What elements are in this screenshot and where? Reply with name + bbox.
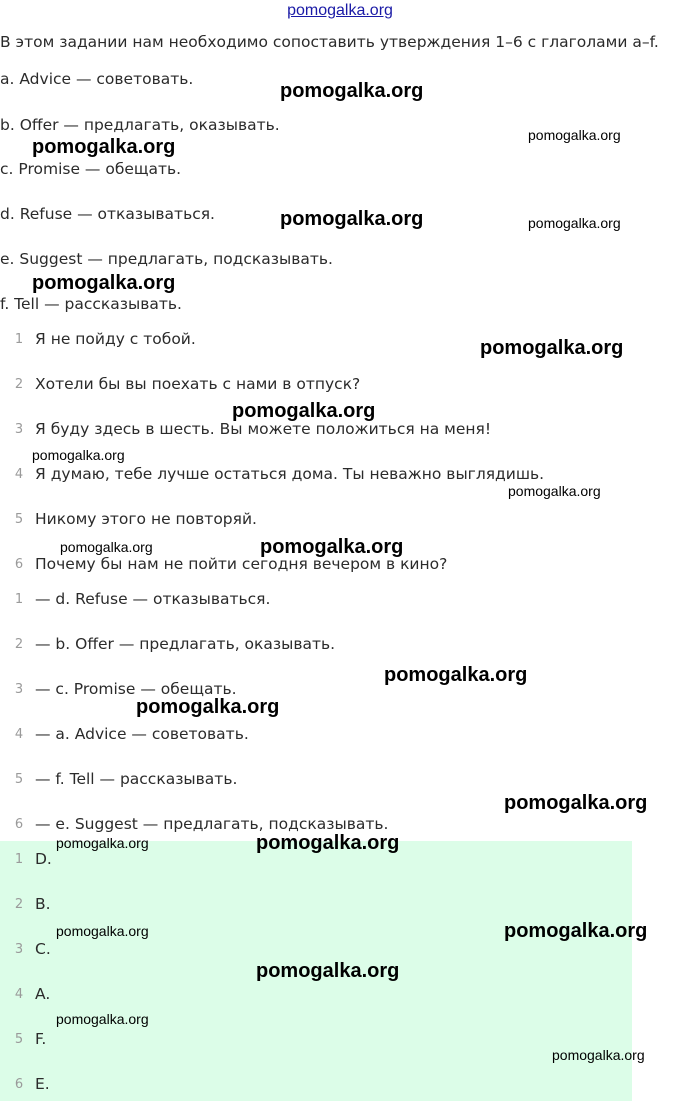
- answer-number: 3: [14, 942, 24, 957]
- answer-number: 2: [14, 897, 24, 912]
- statement-text: Я думаю, тебе лучше остаться дома. Ты неважно выглядишь.: [35, 465, 545, 483]
- watermark: pomogalka.org: [508, 483, 601, 499]
- match-number: 3: [14, 682, 24, 697]
- match-text: — e. Suggest — предлагать, подсказывать.: [35, 815, 389, 833]
- statement-number: 2: [14, 377, 24, 392]
- statement-number: 4: [14, 467, 24, 482]
- watermark: pomogalka.org: [504, 792, 648, 814]
- match-text: — a. Advice — советовать.: [35, 725, 249, 743]
- watermark: pomogalka.org: [256, 832, 400, 854]
- verb-item: a. Advice — советовать.: [0, 70, 194, 88]
- answer-text: B.: [35, 895, 51, 913]
- match-number: 1: [14, 592, 24, 607]
- watermark: pomogalka.org: [528, 127, 621, 143]
- statement-number: 5: [14, 512, 24, 527]
- verb-item: e. Suggest — предлагать, подсказывать.: [0, 250, 333, 268]
- watermark: pomogalka.org: [504, 920, 648, 942]
- answer-text: E.: [35, 1075, 50, 1093]
- watermark: pomogalka.org: [528, 215, 621, 231]
- watermark: pomogalka.org: [56, 923, 149, 939]
- statement-number: 6: [14, 557, 24, 572]
- match-number: 5: [14, 772, 24, 787]
- watermark: pomogalka.org: [280, 80, 424, 102]
- watermark: pomogalka.org: [480, 337, 624, 359]
- answer-number: 6: [14, 1077, 24, 1092]
- statement-text: Я не пойду с тобой.: [35, 330, 196, 348]
- watermark: pomogalka.org: [56, 835, 149, 851]
- answer-text: C.: [35, 940, 51, 958]
- watermark: pomogalka.org: [32, 272, 176, 294]
- verb-item: d. Refuse — отказываться.: [0, 205, 215, 223]
- watermark: pomogalka.org: [32, 136, 176, 158]
- answer-number: 1: [14, 852, 24, 867]
- answer-text: D.: [35, 850, 52, 868]
- watermark: pomogalka.org: [232, 400, 376, 422]
- match-text: — c. Promise — обещать.: [35, 680, 237, 698]
- verb-item: c. Promise — обещать.: [0, 160, 182, 178]
- watermark: pomogalka.org: [136, 696, 280, 718]
- watermark: pomogalka.org: [32, 447, 125, 463]
- answer-number: 4: [14, 987, 24, 1002]
- watermark: pomogalka.org: [384, 664, 528, 686]
- watermark: pomogalka.org: [56, 1011, 149, 1027]
- statement-text: Хотели бы вы поехать с нами в отпуск?: [35, 375, 361, 393]
- answer-text: A.: [35, 985, 51, 1003]
- answer-number: 5: [14, 1032, 24, 1047]
- statement-text: Я буду здесь в шесть. Вы можете положиться на меня!: [35, 420, 492, 438]
- verb-item: b. Offer — предлагать, оказывать.: [0, 116, 280, 134]
- watermark: pomogalka.org: [280, 208, 424, 230]
- statement-number: 1: [14, 332, 24, 347]
- statement-text: Почему бы нам не пойти сегодня вечером в кино?: [35, 555, 448, 573]
- match-number: 4: [14, 727, 24, 742]
- match-text: — d. Refuse — отказываться.: [35, 590, 271, 608]
- watermark: pomogalka.org: [60, 539, 153, 555]
- match-text: — b. Offer — предлагать, оказывать.: [35, 635, 336, 653]
- statement-text: Никому этого не повторяй.: [35, 510, 257, 528]
- intro-text: В этом задании нам необходимо сопоставить утверждения 1–6 с глаголами a–f.: [0, 33, 659, 51]
- answer-text: F.: [35, 1030, 47, 1048]
- watermark: pomogalka.org: [552, 1047, 645, 1063]
- watermark: pomogalka.org: [256, 960, 400, 982]
- match-number: 2: [14, 637, 24, 652]
- match-text: — f. Tell — рассказывать.: [35, 770, 238, 788]
- header-link[interactable]: pomogalka.org: [287, 2, 393, 19]
- verb-item: f. Tell — рассказывать.: [0, 295, 182, 313]
- match-number: 6: [14, 817, 24, 832]
- statement-number: 3: [14, 422, 24, 437]
- watermark: pomogalka.org: [260, 536, 404, 558]
